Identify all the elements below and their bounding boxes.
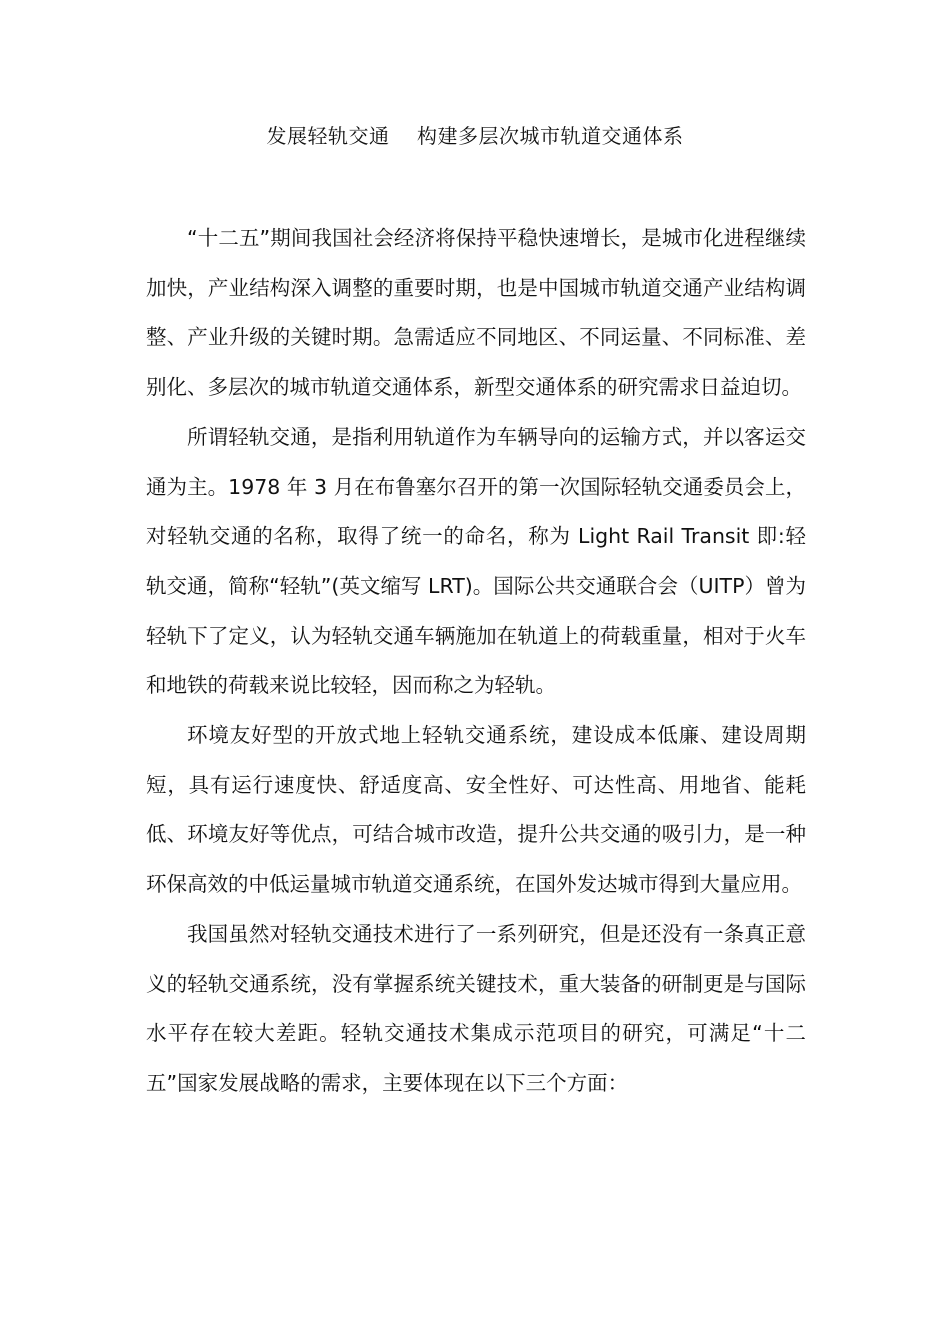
document-body [146, 214, 806, 1109]
paragraph-4: 我国虽然对轻轨交通技术进行了一系列研究，但是还没有一条真正意义的轻轨交通系统，没有掌握系统关键技术，重大装备的研制更是与国际水平存在较大差距。轻轨交通技术集成示范项目的研究，可满足“十二五”国家发展战略的需求，主要体现在以下三个方面： [146, 921, 806, 1095]
paragraph-2: 所谓轻轨交通，是指利用轨道作为车辆导向的运输方式，并以客运交通为主。1978 年 3 月在布鲁塞尔召开的第一次国际轻轨交通委员会上，对轻轨交通的名称，取得了统一的命名，称为 Light Rail Transit 即:轻轨交通，简称“轻轨”(英文缩写 LRT)。国际公共交通联合会（UITP）曾为轻轨下了定义，认为轻轨交通车辆施加在轨道上的荷载重量，相对于火车和地铁的荷载来说比较轻，因而称之为轻轨。 [146, 424, 806, 698]
document-title: 发展轻轨交通 构建多层次城市轨道交通体系 [266, 124, 684, 148]
paragraph-1: “十二五”期间我国社会经济将保持平稳快速增长，是城市化进程继续加快，产业结构深入调整的重要时期，也是中国城市轨道交通产业结构调整、产业升级的关键时期。急需适应不同地区、不同运量、不同标准、差别化、多层次的城市轨道交通体系，新型交通体系的研究需求日益迫切。 [146, 226, 806, 400]
paragraph-3: 环境友好型的开放式地上轻轨交通系统，建设成本低廉、建设周期短，具有运行速度快、舒适度高、安全性好、可达性高、用地省、能耗低、环境友好等优点，可结合城市改造，提升公共交通的吸引力，是一种环保高效的中低运量城市轨道交通系统，在国外发达城市得到大量应用。 [146, 723, 806, 897]
